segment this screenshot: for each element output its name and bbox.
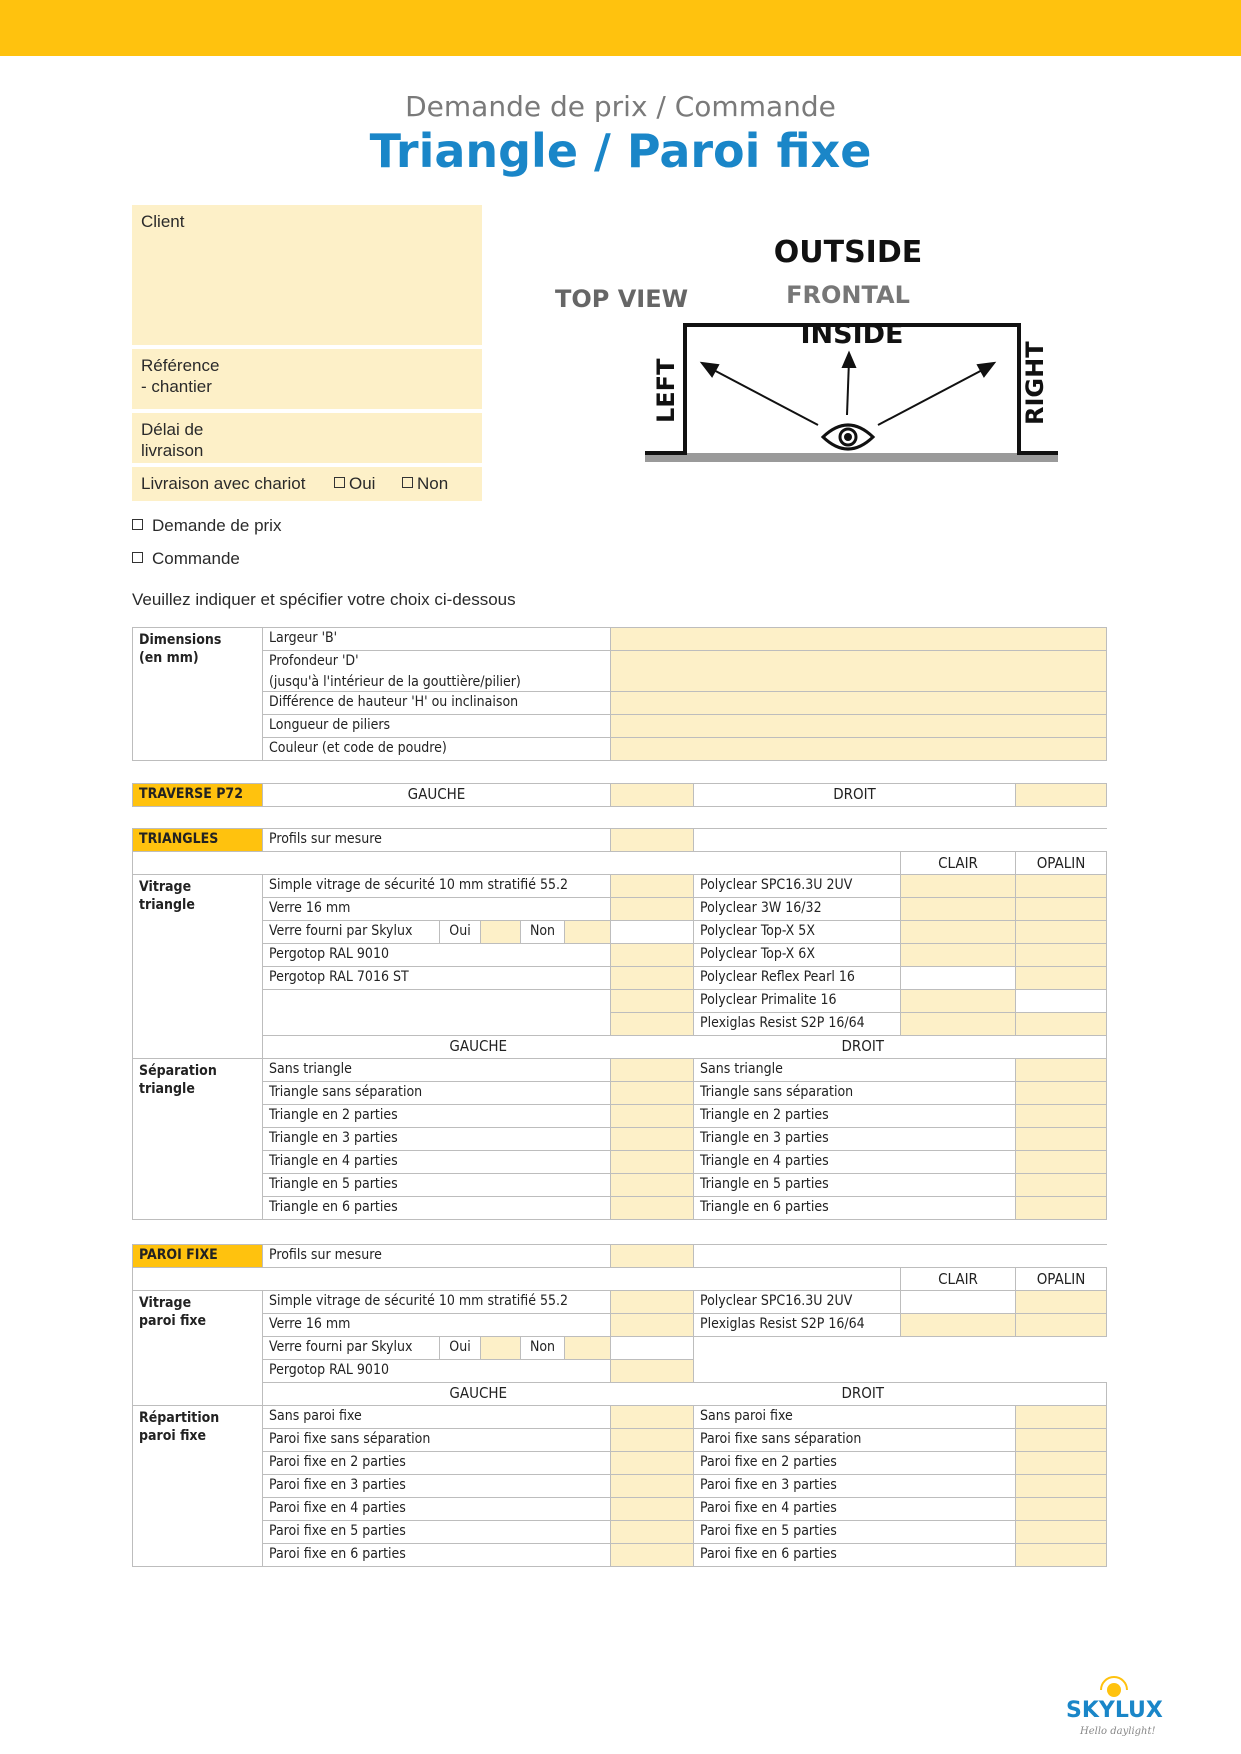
- oui-label: Oui: [349, 474, 376, 493]
- tri-glass-16mm-input[interactable]: [611, 898, 694, 921]
- paroi-fixe-table: [132, 1244, 1107, 1567]
- tri-glass-skylux: Verre fourni par Skylux: [263, 921, 440, 944]
- demande-label: Demande de prix: [152, 516, 282, 535]
- reference-label: Référence - chantier: [141, 356, 220, 396]
- paroi-opalin-header: OPALIN: [1016, 1268, 1107, 1291]
- dimensions-table: [132, 627, 1107, 761]
- paroi-rep-right-1: Paroi fixe sans séparation: [694, 1429, 1016, 1452]
- top-view-label: TOP VIEW: [555, 285, 689, 313]
- tri-sep-right-4-input[interactable]: [1016, 1151, 1107, 1174]
- tri-profils-label: Profils sur mesure: [263, 829, 611, 852]
- chariot-oui-option[interactable]: [334, 473, 375, 494]
- tri-sep-right-1-input[interactable]: [1016, 1082, 1107, 1105]
- traverse-droit-label: DROIT: [694, 784, 1016, 807]
- reference-field[interactable]: [132, 349, 482, 409]
- dim-input-hauteur[interactable]: [611, 692, 1107, 715]
- top-accent-bar: [0, 0, 1241, 56]
- traverse-gauche-input[interactable]: [611, 784, 694, 807]
- paroi-glass-simple: Simple vitrage de sécurité 10 mm stratifié 55.2: [263, 1291, 611, 1314]
- dim-row-largeur: Largeur 'B': [263, 628, 611, 651]
- paroi-rep-right-5: Paroi fixe en 5 parties: [694, 1521, 1016, 1544]
- tri-plexi-clair[interactable]: [901, 1013, 1016, 1036]
- top-view-diagram: [540, 235, 1100, 475]
- tri-glass-simple-input[interactable]: [611, 875, 694, 898]
- paroi-plexi-clair[interactable]: [901, 1314, 1016, 1337]
- page-title: Triangle / Paroi fixe: [369, 124, 872, 178]
- paroi-gauche-header: GAUCHE: [263, 1383, 694, 1406]
- paroi-rep-left-2: Paroi fixe en 2 parties: [263, 1452, 611, 1475]
- logo-tagline: Hello daylight!: [1080, 1726, 1156, 1737]
- paroi-rep-right-2-input[interactable]: [1016, 1452, 1107, 1475]
- tri-sep-right-2: Triangle en 2 parties: [694, 1105, 1016, 1128]
- tri-sep-right-3: Triangle en 3 parties: [694, 1128, 1016, 1151]
- paroi-pergotop-input[interactable]: [611, 1360, 694, 1383]
- dimensions-label: Dimensions (en mm): [133, 628, 263, 761]
- traverse-gauche-label: GAUCHE: [263, 784, 611, 807]
- paroi-rep-right-2: Paroi fixe en 2 parties: [694, 1452, 1016, 1475]
- tri-sep-left-5-input[interactable]: [611, 1174, 694, 1197]
- paroi-skylux-non-label: Non: [521, 1337, 565, 1360]
- traverse-label: TRAVERSE P72: [133, 784, 263, 807]
- paroi-label: PAROI FIXE: [133, 1245, 263, 1268]
- tri-poly-topx5-clair[interactable]: [901, 921, 1016, 944]
- right-label: RIGHT: [1021, 341, 1049, 425]
- triangles-table: [132, 828, 1107, 1220]
- tri-sep-left-6-input[interactable]: [611, 1197, 694, 1220]
- dim-input-profondeur[interactable]: [611, 651, 1107, 692]
- paroi-rep-left-5-input[interactable]: [611, 1521, 694, 1544]
- checkbox-icon: [132, 552, 143, 563]
- chariot-label: Livraison avec chariot: [141, 474, 306, 493]
- paroi-poly-spc-opalin[interactable]: [1016, 1291, 1107, 1314]
- tri-sep-right-2-input[interactable]: [1016, 1105, 1107, 1128]
- tri-poly-spc-opalin[interactable]: [1016, 875, 1107, 898]
- paroi-rep-left-3-input[interactable]: [611, 1475, 694, 1498]
- paroi-rep-right-6-input[interactable]: [1016, 1544, 1107, 1567]
- paroi-glass-simple-input[interactable]: [611, 1291, 694, 1314]
- paroi-rep-right-3-input[interactable]: [1016, 1475, 1107, 1498]
- tri-glass-simple: Simple vitrage de sécurité 10 mm stratifié 55.2: [263, 875, 611, 898]
- paroi-rep-left-0-input[interactable]: [611, 1406, 694, 1429]
- dim-row-hauteur: Différence de hauteur 'H' ou inclinaison: [263, 692, 611, 715]
- tri-poly-reflex: Polyclear Reflex Pearl 16: [694, 967, 901, 990]
- tri-pergotop-9010-input[interactable]: [611, 944, 694, 967]
- tri-poly-3w-opalin[interactable]: [1016, 898, 1107, 921]
- checkbox-icon: [132, 519, 143, 530]
- paroi-rep-left-6: Paroi fixe en 6 parties: [263, 1544, 611, 1567]
- tri-sep-left-3: Triangle en 3 parties: [263, 1128, 611, 1151]
- paroi-clair-header: CLAIR: [901, 1268, 1016, 1291]
- commande-option[interactable]: [132, 549, 240, 569]
- tri-sep-left-4-input[interactable]: [611, 1151, 694, 1174]
- floor-bar: [645, 453, 1058, 462]
- tri-sep-left-3-input[interactable]: [611, 1128, 694, 1151]
- tri-separation-label: Séparation triangle: [133, 1059, 263, 1220]
- tri-poly-primalite: Polyclear Primalite 16: [694, 990, 901, 1013]
- page-subtitle: Demande de prix / Commande: [405, 90, 836, 123]
- dim-row-piliers: Longueur de piliers: [263, 715, 611, 738]
- skylux-logo: [1065, 1670, 1195, 1740]
- tri-poly-spc: Polyclear SPC16.3U 2UV: [694, 875, 901, 898]
- delivery-delay-field[interactable]: [132, 413, 482, 463]
- tri-plexi: Plexiglas Resist S2P 16/64: [694, 1013, 901, 1036]
- left-label: LEFT: [652, 358, 680, 423]
- tri-clair-header: CLAIR: [901, 852, 1016, 875]
- tri-skylux-non-input[interactable]: [565, 921, 611, 944]
- tri-poly-3w: Polyclear 3W 16/32: [694, 898, 901, 921]
- tri-sep-right-0-input[interactable]: [1016, 1059, 1107, 1082]
- tri-sep-left-2-input[interactable]: [611, 1105, 694, 1128]
- tri-poly-topx6: Polyclear Top-X 6X: [694, 944, 901, 967]
- paroi-rep-right-0: Sans paroi fixe: [694, 1406, 1016, 1429]
- paroi-glass-16mm-input[interactable]: [611, 1314, 694, 1337]
- delivery-delay-label: Délai de livraison: [141, 420, 204, 460]
- tri-poly-reflex-opalin[interactable]: [1016, 967, 1107, 990]
- tri-glass-16mm: Verre 16 mm: [263, 898, 611, 921]
- tri-poly-topx6-clair[interactable]: [901, 944, 1016, 967]
- paroi-glass-pergotop-9010: Pergotop RAL 9010: [263, 1360, 611, 1383]
- tri-pergotop-7016-input[interactable]: [611, 967, 694, 990]
- tri-plexi-input[interactable]: [611, 1013, 694, 1036]
- paroi-rep-right-4: Paroi fixe en 4 parties: [694, 1498, 1016, 1521]
- paroi-rep-right-4-input[interactable]: [1016, 1498, 1107, 1521]
- chariot-non-option[interactable]: [402, 473, 448, 494]
- paroi-rep-left-3: Paroi fixe en 3 parties: [263, 1475, 611, 1498]
- tri-sep-left-1: Triangle sans séparation: [263, 1082, 611, 1105]
- dim-row-couleur: Couleur (et code de poudre): [263, 738, 611, 761]
- demande-option[interactable]: [132, 516, 281, 536]
- dim-input-couleur[interactable]: [611, 738, 1107, 761]
- paroi-rep-right-6: Paroi fixe en 6 parties: [694, 1544, 1016, 1567]
- dim-input-piliers[interactable]: [611, 715, 1107, 738]
- tri-sep-left-0: Sans triangle: [263, 1059, 611, 1082]
- tri-sep-right-0: Sans triangle: [694, 1059, 1016, 1082]
- paroi-rep-right-3: Paroi fixe en 3 parties: [694, 1475, 1016, 1498]
- client-field[interactable]: [132, 205, 482, 345]
- inside-label: INSIDE: [800, 319, 904, 350]
- tri-sep-left-1-input[interactable]: [611, 1082, 694, 1105]
- non-label: Non: [417, 474, 449, 493]
- paroi-rep-left-4-input[interactable]: [611, 1498, 694, 1521]
- tri-droit-header: DROIT: [694, 1036, 1107, 1059]
- dim-input-largeur[interactable]: [611, 628, 1107, 651]
- paroi-plexi-opalin[interactable]: [1016, 1314, 1107, 1337]
- paroi-rep-left-1-input[interactable]: [611, 1429, 694, 1452]
- checkbox-icon: [402, 477, 413, 488]
- tri-poly-topx5-opalin[interactable]: [1016, 921, 1107, 944]
- paroi-skylux-oui-label: Oui: [440, 1337, 481, 1360]
- tri-primalite-input[interactable]: [611, 990, 694, 1013]
- dim-row-profondeur-note: (jusqu'à l'intérieur de la gouttière/pilier): [263, 674, 611, 692]
- tri-poly-spc-clair[interactable]: [901, 875, 1016, 898]
- tri-glass-pergotop-9010: Pergotop RAL 9010: [263, 944, 611, 967]
- paroi-rep-left-5: Paroi fixe en 5 parties: [263, 1521, 611, 1544]
- paroi-rep-left-2-input[interactable]: [611, 1452, 694, 1475]
- eye-icon: [823, 425, 873, 449]
- paroi-repartition-label: Répartition paroi fixe: [133, 1406, 263, 1567]
- paroi-rep-left-6-input[interactable]: [611, 1544, 694, 1567]
- traverse-droit-input[interactable]: [1016, 784, 1107, 807]
- paroi-skylux-oui-input[interactable]: [481, 1337, 521, 1360]
- traverse-table: [132, 783, 1107, 807]
- paroi-rep-right-1-input[interactable]: [1016, 1429, 1107, 1452]
- tri-sep-left-0-input[interactable]: [611, 1059, 694, 1082]
- tri-sep-right-3-input[interactable]: [1016, 1128, 1107, 1151]
- tri-sep-left-5: Triangle en 5 parties: [263, 1174, 611, 1197]
- triangles-label: TRIANGLES: [133, 829, 263, 852]
- tri-glass-pergotop-7016: Pergotop RAL 7016 ST: [263, 967, 611, 990]
- tri-poly-primalite-clair[interactable]: [901, 990, 1016, 1013]
- tri-gauche-header: GAUCHE: [263, 1036, 694, 1059]
- checkbox-icon: [334, 477, 345, 488]
- paroi-glass-16mm: Verre 16 mm: [263, 1314, 611, 1337]
- dim-row-profondeur: Profondeur 'D': [263, 651, 611, 674]
- tri-vitrage-label: Vitrage triangle: [133, 875, 263, 1036]
- tri-sep-left-6: Triangle en 6 parties: [263, 1197, 611, 1220]
- tri-skylux-oui-input[interactable]: [481, 921, 521, 944]
- paroi-glass-skylux: Verre fourni par Skylux: [263, 1337, 440, 1360]
- tri-sep-right-6: Triangle en 6 parties: [694, 1197, 1016, 1220]
- instruction-text: Veuillez indiquer et spécifier votre choix ci-dessous: [132, 590, 516, 609]
- paroi-rep-left-1: Paroi fixe sans séparation: [263, 1429, 611, 1452]
- view-arrows: [702, 353, 994, 425]
- paroi-skylux-non-input[interactable]: [565, 1337, 611, 1360]
- tri-plexi-opalin[interactable]: [1016, 1013, 1107, 1036]
- frontal-label: FRONTAL: [786, 281, 910, 309]
- tri-sep-right-6-input[interactable]: [1016, 1197, 1107, 1220]
- logo-brand: SKYLUX: [1066, 1698, 1163, 1723]
- tri-poly-3w-clair[interactable]: [901, 898, 1016, 921]
- commande-label: Commande: [152, 549, 240, 568]
- tri-sep-right-5: Triangle en 5 parties: [694, 1174, 1016, 1197]
- paroi-rep-left-4: Paroi fixe en 4 parties: [263, 1498, 611, 1521]
- tri-sep-right-4: Triangle en 4 parties: [694, 1151, 1016, 1174]
- tri-skylux-non-label: Non: [521, 921, 565, 944]
- paroi-profils-label: Profils sur mesure: [263, 1245, 611, 1268]
- paroi-rep-left-0: Sans paroi fixe: [263, 1406, 611, 1429]
- tri-sep-left-2: Triangle en 2 parties: [263, 1105, 611, 1128]
- tri-sep-right-5-input[interactable]: [1016, 1174, 1107, 1197]
- tri-poly-topx5: Polyclear Top-X 5X: [694, 921, 901, 944]
- tri-sep-left-4: Triangle en 4 parties: [263, 1151, 611, 1174]
- outside-label: OUTSIDE: [773, 235, 923, 270]
- tri-profils-input[interactable]: [611, 829, 694, 852]
- paroi-plexi: Plexiglas Resist S2P 16/64: [694, 1314, 901, 1337]
- tri-poly-topx6-opalin[interactable]: [1016, 944, 1107, 967]
- paroi-droit-header: DROIT: [694, 1383, 1107, 1406]
- tri-opalin-header: OPALIN: [1016, 852, 1107, 875]
- paroi-rep-right-5-input[interactable]: [1016, 1521, 1107, 1544]
- paroi-rep-right-0-input[interactable]: [1016, 1406, 1107, 1429]
- paroi-vitrage-label: Vitrage paroi fixe: [133, 1291, 263, 1383]
- chariot-field: [132, 467, 482, 501]
- paroi-profils-input[interactable]: [611, 1245, 694, 1268]
- tri-skylux-oui-label: Oui: [440, 921, 481, 944]
- client-label: Client: [141, 212, 185, 231]
- tri-sep-right-1: Triangle sans séparation: [694, 1082, 1016, 1105]
- sun-icon: [1101, 1677, 1127, 1697]
- paroi-poly-spc: Polyclear SPC16.3U 2UV: [694, 1291, 901, 1314]
